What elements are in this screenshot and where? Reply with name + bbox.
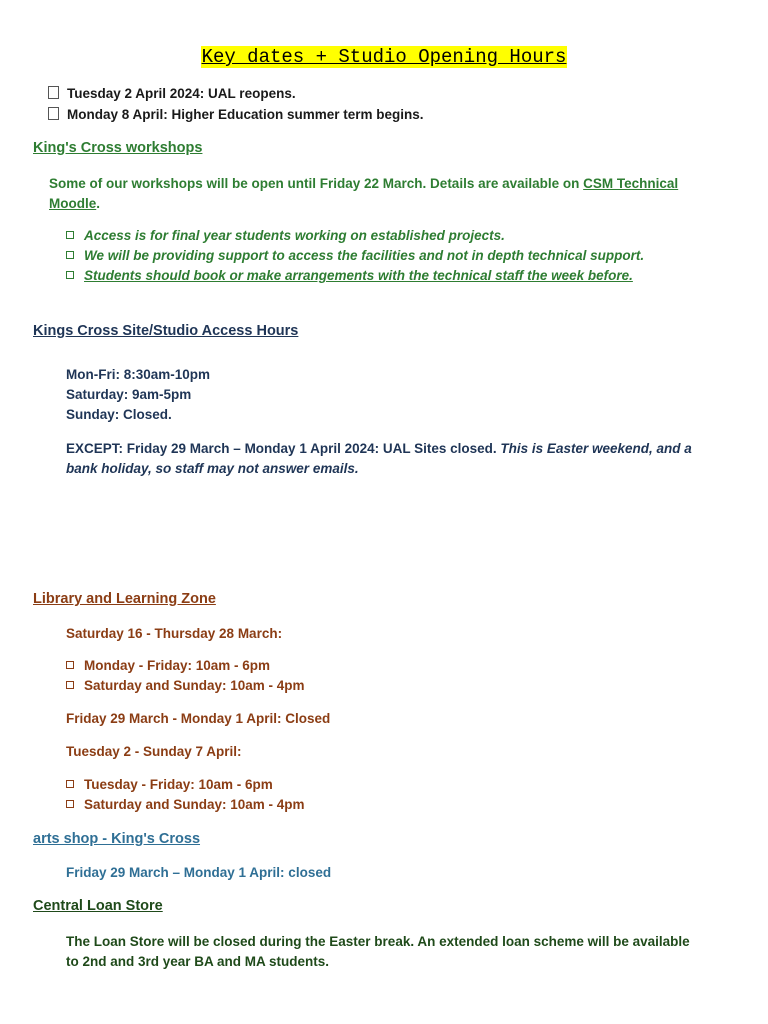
checkbox-icon — [48, 86, 59, 99]
access-hours-line: Mon-Fri: 8:30am-10pm — [66, 367, 211, 382]
workshops-intro: Some of our workshops will be open until Friday 22 March. Details are available on CSM Technical Moodle. — [49, 176, 679, 211]
site-access-heading: Kings Cross Site/Studio Access Hours — [33, 323, 299, 339]
arts-shop-heading: arts shop - King's Cross — [33, 831, 201, 847]
key-date-item: Monday 8 April: Higher Education summer term begins. — [48, 107, 424, 122]
key-date-item: Tuesday 2 April 2024: UAL reopens. — [48, 86, 296, 101]
loan-store-heading: Central Loan Store — [33, 898, 163, 914]
library-period: Saturday 16 - Thursday 28 March: — [66, 626, 283, 641]
library-closed: Friday 29 March - Monday 1 April: Closed — [66, 711, 331, 726]
workshops-heading: King's Cross workshops — [33, 140, 203, 156]
access-hours-line: Saturday: 9am-5pm — [66, 387, 192, 402]
library-hours-item: Saturday and Sunday: 10am - 4pm — [66, 678, 305, 693]
bullet-square-icon — [66, 231, 74, 239]
workshops-bullet: We will be providing support to access the facilities and not in depth technical support. — [66, 248, 644, 263]
bullet-square-icon — [66, 661, 74, 669]
bullet-square-icon — [66, 271, 74, 279]
library-hours-item: Tuesday - Friday: 10am - 6pm — [66, 777, 273, 792]
checkbox-icon — [48, 107, 59, 120]
library-hours-item: Monday - Friday: 10am - 6pm — [66, 658, 270, 673]
workshops-bullet: Students should book or make arrangements with the technical staff the week before. — [66, 268, 633, 283]
arts-shop-closed: Friday 29 March – Monday 1 April: closed — [66, 865, 332, 880]
library-period: Tuesday 2 - Sunday 7 April: — [66, 744, 242, 759]
access-exception: EXCEPT: Friday 29 March – Monday 1 April 2024: UAL Sites closed. This is Easter weekend, and a bank holiday, so staff may not answer emails. — [66, 441, 692, 476]
page-title: Key dates + Studio Opening Hours — [201, 46, 567, 68]
library-hours-item: Saturday and Sunday: 10am - 4pm — [66, 797, 305, 812]
bullet-square-icon — [66, 780, 74, 788]
csm-technical-moodle-link[interactable]: CSM Technical Moodle — [49, 176, 679, 211]
bullet-square-icon — [66, 681, 74, 689]
bullet-square-icon — [66, 251, 74, 259]
bullet-square-icon — [66, 800, 74, 808]
loan-store-text: The Loan Store will be closed during the Easter break. An extended loan scheme will be available to 2nd and 3rd year BA and MA students. — [66, 934, 690, 969]
access-hours-line: Sunday: Closed. — [66, 407, 172, 422]
library-heading: Library and Learning Zone — [33, 591, 216, 607]
workshops-bullet: Access is for final year students working on established projects. — [66, 228, 505, 243]
